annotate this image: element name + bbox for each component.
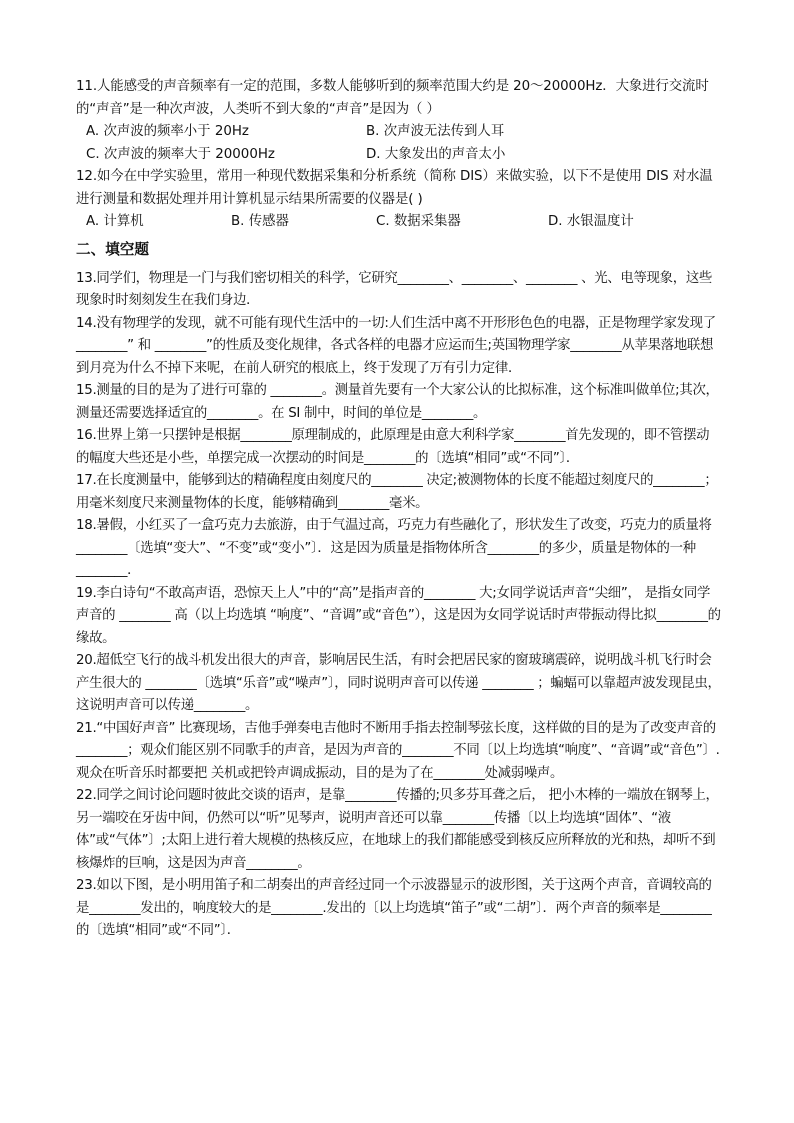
question-12-option-d: D. 水银温度计	[548, 214, 634, 229]
question-13-text: 13.同学们，物理是一门与我们密切相关的科学，它研究________、________、________ 、光、电等现象，这些现象时时刻刻发生在我们身边．	[76, 270, 713, 308]
question-20-text: 20.超低空飞行的战斗机发出很大的声音，影响居民生活，有时会把居民家的窗玻璃震碎，说明战斗机飞行时会产生很大的 ________〔选填“乐音”或“噪声”〕，同时说明声音可以传递 ________ ；蝙蝠可以靠超声波发现昆虫，这说明声音可以传递________。	[76, 653, 721, 713]
question-11-option-d: D. 大象发出的声音太小	[366, 146, 506, 162]
question-12-option-b: B. 传感器	[231, 214, 289, 229]
section-title-fill-in: 二、填空题	[76, 240, 149, 258]
question-19-text: 19.李白诗句“不敢高声语，恐惊天上人”中的“高”是指声音的________ 大;女同学说话声音“尖细”， 是指女同学声音的 ________ 高（以上均选填 “响度”、“音调”或“音色”），这是因为女同学说话时声带振动得比拟________的缘故。	[76, 585, 721, 646]
question-12-text: 12.如今在中学实验里，常用一种现代数据采集和分析系统（简称 DIS）来做实验，以下不是使用 DIS 对水温进行测量和数据处理并用计算机显示结果所需要的仪器是( )	[76, 169, 713, 207]
question-21-text: 21.“中国好声音” 比赛现场，吉他手弹奏电吉他时不断用手指去控制琴弦长度，这样做的目的是为了改变声音的________；观众们能区别不同歌手的声音，是因为声音的________不同〔以上均选填“响度”、“音调”或“音色”〕.观众在听音乐时都要把 关机或把铃声调成振动，目的是为了在________处减弱噪声。	[76, 720, 720, 781]
question-18-text: 18.暑假，小红买了一盒巧克力去旅游，由于气温过高，巧克力有些融化了，形状发生了改变，巧克力的质量将________〔选填“变大”、“不变”或“变小”〕．这是因为质量是指物体所含________的多少，质量是物体的一种________．	[76, 518, 712, 578]
question-11-options-row-1	[76, 121, 721, 144]
question-22-text: 22.同学之间讨论问题时彼此交谈的语声，是靠________传播的;贝多芬耳聋之后， 把小木棒的一端放在钢琴上，另一端咬在牙齿中间，仍然可以“听”见琴声，说明声音还可以靠________传播〔以上均选填“固体”、“液体”或“气体”〕;太阳上进行着大规模的热核反应，在地球上的我们都能感受到核反应所释放的光和热，却听不到核爆炸的巨响，这是因为声音________。	[76, 788, 719, 871]
question-11-options-row-2	[76, 144, 721, 167]
question-12-options-row	[76, 211, 721, 234]
question-11-text: 11.人能感受的声音频率有一定的范围，多数人能够听到的频率范围大约是 20～20000Hz．大象进行交流时的“声音”是一种次声波，人类听不到大象的“声音”是因为（ ）	[76, 79, 709, 117]
question-11-option-b: B. 次声波无法传到人耳	[366, 124, 505, 139]
question-23-text: 23.如以下图，是小明用笛子和二胡奏出的声音经过同一个示波器显示的波形图，关于这两个声音，音调较高的是________发出的，响度较大的是________.发出的〔以上均选填“笛子”或“二胡”〕．两个声音的频率是________的〔选填“相同”或“不同”〕．	[76, 878, 712, 938]
question-12-option-c: C. 数据采集器	[376, 214, 461, 229]
question-16-text: 16.世界上第一只摆钟是根据________原理制成的，此原理是由意大利科学家________首先发现的，即不管摆动的幅度大些还是小些，单摆完成一次摆动的时间是________的〔选填“相同”或“不同”〕．	[76, 428, 710, 466]
question-17-text: 17.在长度测量中，能够到达的精确程度由刻度尺的________ 决定;被测物体的长度不能超过刻度尺的________；用毫米刻度尺来测量物体的长度，能够精确到________毫米。	[76, 473, 718, 511]
question-12-option-a: A. 计算机	[86, 214, 144, 229]
question-11-option-c: C. 次声波的频率大于 20000Hz	[86, 146, 275, 162]
question-15-text: 15.测量的目的是为了进行可靠的 ________。测量首先要有一个大家公认的比拟标准，这个标准叫做单位;其次，测量还需要选择适宜的________。在 SI 制中，时间的单位是________。	[76, 383, 719, 421]
page-content	[76, 76, 721, 943]
question-14-text: 14.没有物理学的发现，就不可能有现代生活中的一切:人们生活中离不开形形色色的电器，正是物理学家发现了________” 和 ________”的性质及变化规律，各式各样的电器才应运而生;英国物理学家________从苹果落地联想到月亮为什么不掉下来呢，在前人研究的根底上，终于发现了万有引力定律．	[76, 315, 716, 376]
question-11-option-a: A. 次声波的频率小于 20Hz	[86, 124, 249, 139]
